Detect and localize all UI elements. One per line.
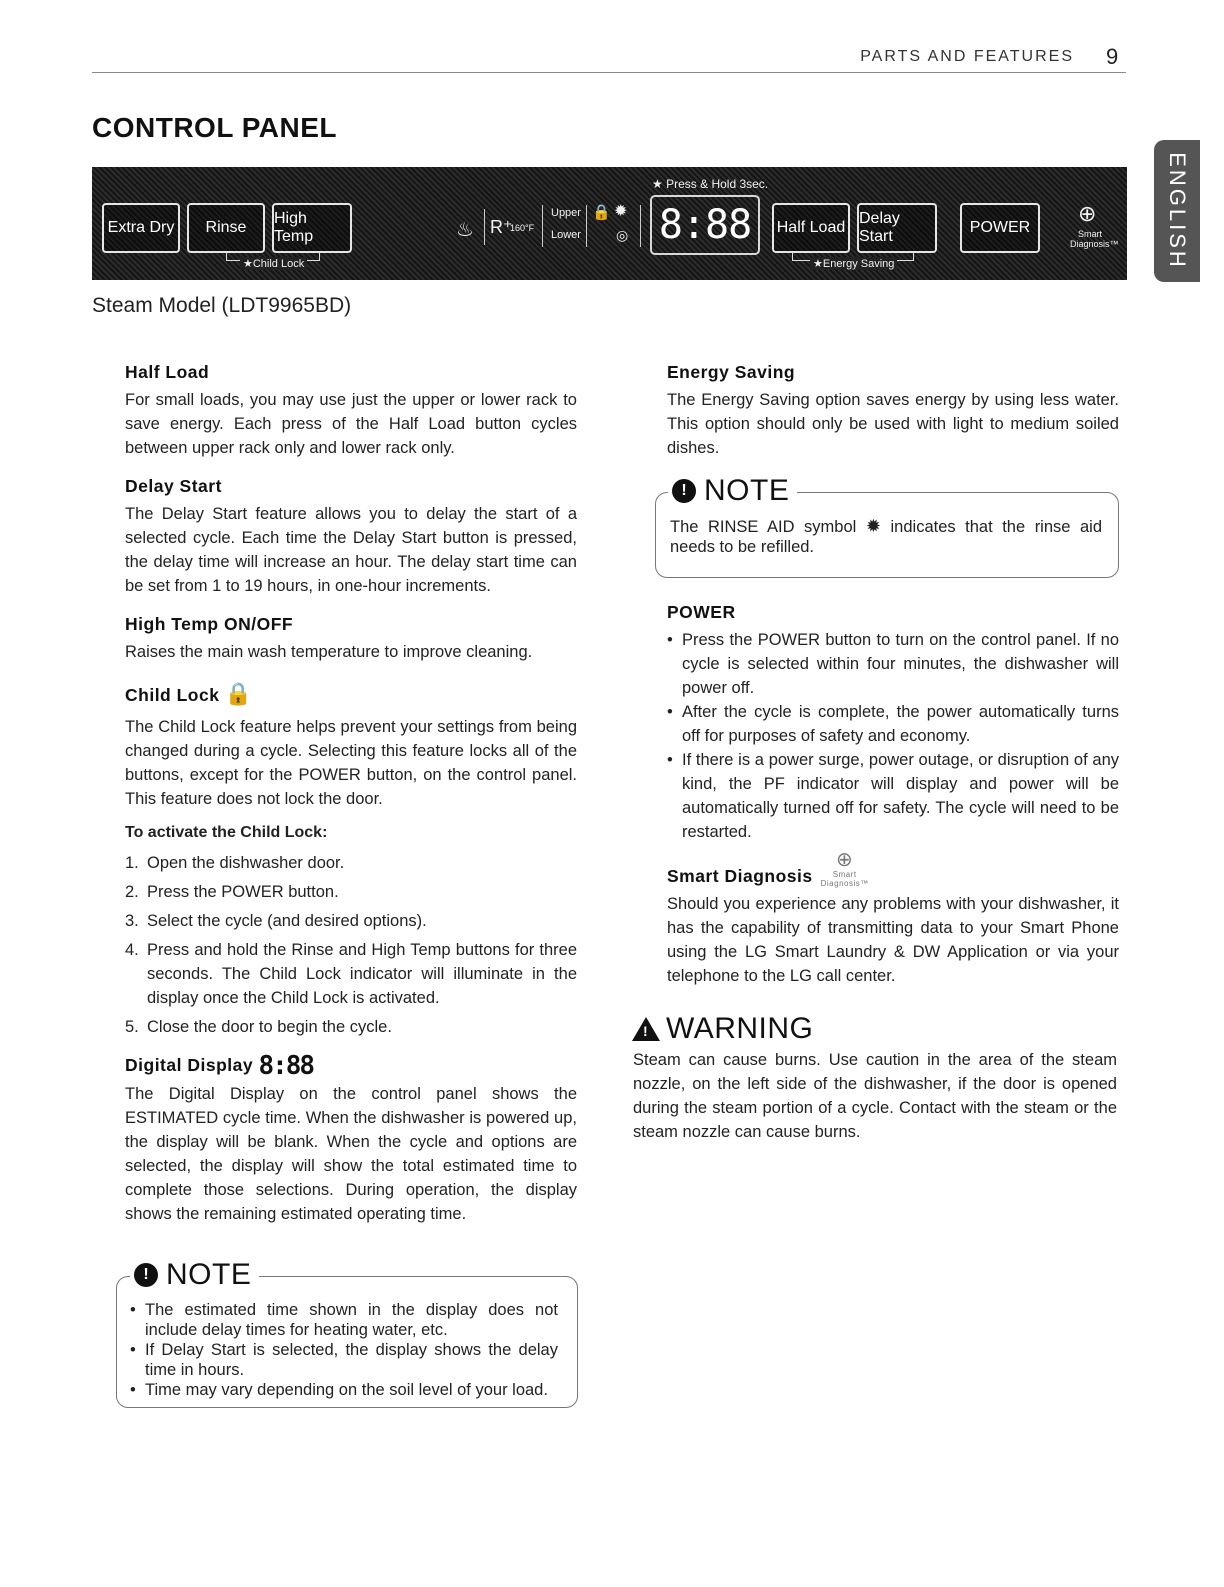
list-item: 1. Open the dishwasher door. [125, 854, 345, 872]
control-panel-image [92, 167, 1127, 280]
panel-rinse-button: Rinse [187, 203, 265, 253]
activate-child-lock-heading: To activate the Child Lock: [125, 824, 328, 841]
rinse-refill-icon: R⁺ [490, 217, 513, 237]
temp-icon: 160°F [510, 223, 535, 233]
list-item: 3. Select the cycle (and desired options). [125, 912, 427, 930]
power-list [667, 628, 1119, 844]
panel-smart-label: Smart [1078, 229, 1103, 239]
smart-diagnosis-section [667, 850, 1119, 988]
smart-icon-label: Smart [832, 870, 857, 879]
panel-energy-saving-label: ★Energy Saving [810, 257, 897, 270]
panel-lower-label: Lower [551, 229, 581, 241]
child-lock-section [125, 682, 577, 1039]
smart-diagnosis-icon: ⊕ Smart Diagnosis™ [820, 849, 869, 888]
note-body-right [670, 516, 1102, 557]
list-item: • The estimated time shown in the display does not include delay times for heating water, etc. [130, 1301, 558, 1339]
language-tab [1154, 140, 1200, 282]
list-item: • If there is a power surge, power outage, or disruption of any kind, the PF indicator will display and power will be automatically turned off for safety. The cycle will need to be restarted. [667, 751, 1119, 841]
language-tab-label: ENGLISH [1165, 152, 1190, 270]
energy-saving-section [667, 360, 1119, 460]
header-rule [92, 72, 1126, 73]
list-item: 5. Close the door to begin the cycle. [125, 1018, 392, 1036]
right-column [667, 360, 1119, 474]
delay-start-section [125, 474, 577, 598]
wifi-icon: ◎ [616, 227, 629, 243]
energy-saving-heading: Energy Saving [667, 362, 796, 382]
right-column-lower [667, 600, 1119, 1002]
rinse-aid-icon: ✹ [865, 516, 881, 536]
energy-saving-text: The Energy Saving option saves energy by using less water. This option should only be used with light to medium soiled dishes. [667, 391, 1119, 457]
panel-separator [542, 205, 543, 247]
power-heading: POWER [667, 602, 736, 622]
panel-power-button: POWER [960, 203, 1040, 253]
list-item: • After the cycle is complete, the power automatically turns off for purposes of safety and economy. [667, 703, 1119, 745]
note-icon: ! [672, 479, 696, 503]
child-lock-text: The Child Lock feature helps prevent your settings from being changed during a cycle. Selecting this feature locks all of the buttons, except for the POWER button, on the control panel. This feature does not lock the door. [125, 718, 577, 808]
steam-icon: ♨ [456, 219, 474, 241]
high-temp-text: Raises the main wash temperature to improve cleaning. [125, 643, 533, 661]
digital-display-heading: Digital Display [125, 1055, 254, 1075]
smart-diagnosis-heading: Smart Diagnosis [667, 866, 813, 886]
digital-display-text: The Digital Display on the control panel shows the ESTIMATED cycle time. When the dishwasher is powered up, the display will be blank. When the cycle and options are selected, the display will show the total estimated time to complete those selections. During operation, the display shows the remaining estimated operating time. [125, 1085, 577, 1223]
note-header-left [130, 1258, 259, 1292]
child-lock-steps [125, 851, 577, 1039]
child-lock-indicator-icon: 🔒 [592, 204, 611, 221]
digital-display-section [125, 1053, 577, 1226]
power-section [667, 600, 1119, 844]
warning-title: WARNING [666, 1012, 814, 1045]
smart-diagnosis-text: Should you experience any problems with your dishwasher, it has the capability of transmitting data to your Smart Phone using the LG Smart Laundry & DW Application or via your telephone to the LG call center. [667, 895, 1119, 985]
page-number: 9 [1106, 44, 1119, 69]
child-lock-heading: Child Lock [125, 685, 220, 705]
warning-header [632, 1012, 813, 1046]
child-lock-icon: 🔒 [224, 681, 253, 706]
note-header-right [668, 474, 797, 508]
panel-delay-start-button: Delay Start [857, 203, 937, 253]
delay-start-heading: Delay Start [125, 476, 222, 496]
delay-start-text: The Delay Start feature allows you to delay the start of a selected cycle. Each time the Delay Start button is pressed, the delay time will increase an hour. The delay start time can be set from 1 to 19 hours, in one-hour increments. [125, 505, 577, 595]
digital-display-icon: 8:88 [258, 1051, 314, 1081]
note-icon: ! [134, 1263, 158, 1287]
panel-high-temp-button: High Temp [272, 203, 352, 253]
panel-separator [640, 205, 641, 247]
panel-extra-dry-button: Extra Dry [102, 203, 180, 253]
list-item: • Time may vary depending on the soil level of your load. [130, 1381, 548, 1399]
smart-diagnosis-heading-row [667, 850, 1119, 888]
panel-separator [484, 209, 485, 245]
list-item: 2. Press the POWER button. [125, 883, 339, 901]
header-section-title: PARTS AND FEATURES [860, 48, 1074, 65]
note-text-part1: The RINSE AID symbol [670, 518, 857, 536]
rinse-aid-icon: ✹ [614, 203, 628, 220]
list-item: • If Delay Start is selected, the display shows the delay time in hours. [130, 1341, 558, 1379]
high-temp-heading: High Temp ON/OFF [125, 614, 294, 634]
smart-diagnosis-icon: ⊕ [1078, 201, 1097, 226]
note-title: NOTE [704, 474, 790, 507]
warning-text: Steam can cause burns. Use caution in the area of the steam nozzle, on the left side of the dishwasher, if the door is opened during the steam portion of a cycle. Contact with the steam or the steam nozzle can cause burns. [633, 1051, 1117, 1141]
panel-digital-display: 8:88 [650, 195, 760, 255]
child-lock-heading-row [125, 682, 577, 707]
half-load-text: For small loads, you may use just the upper or lower rack to save energy. Each press of the Half Load button cycles between upper rack only and lower rack only. [125, 391, 577, 457]
page-title: CONTROL PANEL [92, 112, 338, 143]
left-column [125, 360, 577, 1240]
model-caption: Steam Model (LDT9965BD) [92, 294, 352, 317]
panel-diagnosis-label: Diagnosis™ [1070, 239, 1119, 249]
digital-display-heading-row [125, 1051, 577, 1081]
panel-child-lock-label: ★Child Lock [240, 257, 307, 270]
note-list [130, 1300, 558, 1400]
list-item: 4. Press and hold the Rinse and High Temp buttons for three seconds. The Child Lock indicator will illuminate in the display once the Child Lock is activated. [125, 941, 577, 1007]
panel-separator [586, 205, 587, 247]
panel-press-hold-label: ★ Press & Hold 3sec. [652, 177, 769, 191]
note-title: NOTE [166, 1258, 252, 1291]
half-load-section [125, 360, 577, 460]
diagnosis-icon-label: Diagnosis™ [820, 879, 869, 888]
warning-icon [632, 1017, 660, 1041]
panel-upper-label: Upper [551, 207, 581, 219]
high-temp-section [125, 612, 577, 664]
panel-half-load-button: Half Load [772, 203, 850, 253]
note-text-part2: indicates that the rinse aid needs to be refilled. [670, 518, 1103, 556]
list-item: • Press the POWER button to turn on the control panel. If no cycle is selected within four minutes, the dishwasher will power off. [667, 631, 1119, 697]
half-load-heading: Half Load [125, 362, 210, 382]
note-body-left [130, 1300, 558, 1400]
